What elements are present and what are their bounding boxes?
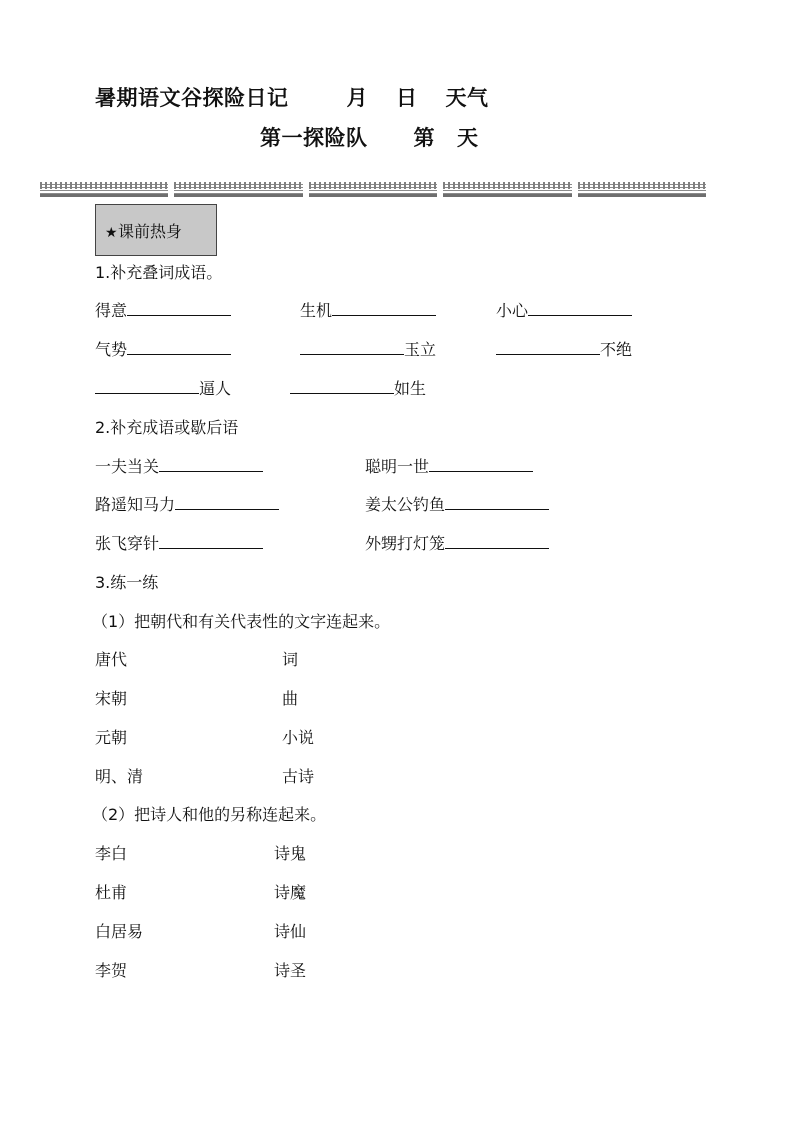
- answer-blank[interactable]: [290, 379, 394, 394]
- answer-blank[interactable]: [429, 457, 533, 472]
- poet-item[interactable]: 白居易: [95, 922, 144, 941]
- fill-item: 小心: [496, 298, 632, 321]
- q2-prompt: （2）把诗人和他的另称连起来。: [92, 805, 327, 824]
- answer-blank[interactable]: [159, 457, 263, 472]
- day-label: 日: [396, 86, 418, 110]
- answer-blank[interactable]: [528, 301, 632, 316]
- dynasty-item[interactable]: 明、清: [95, 767, 144, 786]
- fill-item: 玉立: [300, 337, 436, 360]
- answer-blank[interactable]: [127, 301, 231, 316]
- fill-item: 姜太公钓鱼: [365, 492, 549, 515]
- diary-title-line: [95, 82, 489, 112]
- section3-heading: 3.练一练: [95, 573, 159, 592]
- genre-item[interactable]: 小说: [282, 728, 315, 747]
- fill-item: 如生: [290, 376, 426, 399]
- poet-item[interactable]: 李贺: [95, 961, 128, 980]
- q1-prompt: （1）把朝代和有关代表性的文字连起来。: [92, 612, 391, 631]
- border-segment: [578, 182, 706, 197]
- fill-item: 得意: [95, 298, 231, 321]
- day-prefix: 第: [413, 126, 435, 150]
- answer-blank[interactable]: [445, 534, 549, 549]
- star-icon: ★: [105, 225, 118, 241]
- poet-title-item[interactable]: 诗仙: [274, 922, 307, 941]
- answer-blank[interactable]: [127, 340, 231, 355]
- fill-item: 外甥打灯笼: [365, 531, 549, 554]
- answer-blank[interactable]: [300, 340, 404, 355]
- day-suffix: 天: [457, 126, 479, 150]
- fill-item: 路遥知马力: [95, 492, 279, 515]
- border-segment: [40, 182, 168, 197]
- fill-item: 生机: [300, 298, 436, 321]
- diary-title: 暑期语文谷探险日记: [95, 86, 289, 110]
- month-label: 月: [346, 86, 368, 110]
- fill-item: 一夫当关: [95, 454, 263, 477]
- poet-item[interactable]: 杜甫: [95, 883, 128, 902]
- answer-blank[interactable]: [445, 495, 549, 510]
- answer-blank[interactable]: [332, 301, 436, 316]
- genre-item[interactable]: 词: [282, 650, 299, 669]
- warmup-box: [95, 204, 217, 256]
- dynasty-item[interactable]: 元朝: [95, 728, 128, 747]
- genre-item[interactable]: 曲: [282, 689, 299, 708]
- dynasty-item[interactable]: 唐代: [95, 650, 128, 669]
- fill-item: 不绝: [496, 337, 632, 360]
- section2-heading: 2.补充成语或歇后语: [95, 418, 239, 437]
- border-segment: [174, 182, 302, 197]
- poet-title-item[interactable]: 诗圣: [274, 961, 307, 980]
- poet-item[interactable]: 李白: [95, 844, 128, 863]
- section1-heading: 1.补充叠词成语。: [95, 263, 223, 282]
- team-name: 第一探险队: [260, 126, 368, 150]
- decorative-border: [40, 180, 706, 196]
- genre-item[interactable]: 古诗: [282, 767, 315, 786]
- weather-label: 天气: [445, 86, 489, 110]
- poet-title-item[interactable]: 诗鬼: [274, 844, 307, 863]
- dynasty-item[interactable]: 宋朝: [95, 689, 128, 708]
- answer-blank[interactable]: [496, 340, 600, 355]
- border-segment: [309, 182, 437, 197]
- answer-blank[interactable]: [95, 379, 199, 394]
- fill-item: 逼人: [95, 376, 231, 399]
- fill-item: 气势: [95, 337, 231, 360]
- fill-item: 张飞穿针: [95, 531, 263, 554]
- poet-title-item[interactable]: 诗魔: [274, 883, 307, 902]
- team-line: [260, 122, 479, 152]
- warmup-label: 课前热身: [118, 222, 183, 241]
- fill-item: 聪明一世: [365, 454, 533, 477]
- answer-blank[interactable]: [175, 495, 279, 510]
- border-segment: [443, 182, 571, 197]
- answer-blank[interactable]: [159, 534, 263, 549]
